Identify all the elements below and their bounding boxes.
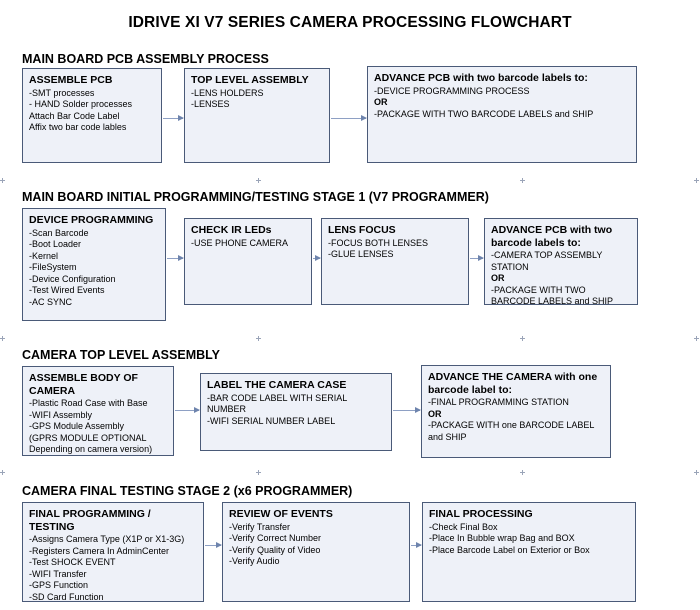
box-line: -WIFI SERIAL NUMBER LABEL — [207, 415, 336, 426]
arrow-connector — [470, 258, 483, 259]
box-line: -LENSES — [191, 99, 230, 110]
box-title: LENS FOCUS — [328, 224, 396, 236]
box-title: TOP LEVEL ASSEMBLY — [191, 74, 309, 86]
page-title: IDRIVE XI V7 SERIES CAMERA PROCESSING FLOWCHART — [128, 14, 572, 31]
box-line: -SMT processes — [29, 87, 95, 98]
process-box-final-processing[interactable] — [422, 502, 636, 602]
arrow-connector — [331, 118, 366, 119]
box-line: -Scan Barcode — [29, 227, 89, 238]
process-box-advance-pcb-2[interactable] — [484, 218, 638, 305]
box-line: -Kernel — [29, 250, 59, 261]
registration-tick — [0, 178, 5, 183]
box-line: OR — [374, 97, 388, 108]
registration-tick — [0, 470, 5, 475]
box-line: -FileSystem — [29, 262, 77, 273]
box-line: Depending on camera version) — [29, 444, 153, 455]
section-heading-2: MAIN BOARD INITIAL PROGRAMMING/TESTING STAGE 1 (V7 PROGRAMMER) — [22, 190, 489, 204]
section-heading-4: CAMERA FINAL TESTING STAGE 2 (x6 PROGRAMMER) — [22, 484, 353, 498]
box-line: -CAMERA TOP ASSEMBLY STATION — [491, 250, 603, 272]
box-line: -SD Card Function — [29, 591, 104, 602]
process-box-device-programming[interactable] — [22, 208, 166, 321]
arrow-connector — [175, 410, 199, 411]
registration-tick — [256, 178, 261, 183]
process-box-advance-camera[interactable] — [421, 365, 611, 458]
box-line: -GPS Module Assembly — [29, 421, 125, 432]
box-line: -PACKAGE WITH TWO BARCODE LABELS and SHIP — [374, 108, 594, 119]
box-title: DEVICE PROGRAMMING — [29, 214, 154, 226]
process-box-advance-pcb-1[interactable] — [367, 66, 637, 163]
arrow-connector — [205, 545, 221, 546]
registration-tick — [520, 178, 525, 183]
registration-tick — [694, 178, 699, 183]
box-line: -PACKAGE WITH one BARCODE LABEL and SHIP — [428, 420, 595, 442]
box-line: -WIFI Assembly — [29, 409, 93, 420]
box-line: - HAND Solder processes — [29, 99, 133, 110]
box-line: Affix two bar code lables — [29, 122, 127, 133]
box-line: OR — [491, 273, 505, 284]
box-title: FINAL PROGRAMMING / TESTING — [29, 508, 151, 533]
box-line: -Verify Audio — [229, 556, 280, 567]
box-title: FINAL PROCESSING — [429, 508, 533, 520]
arrow-connector — [393, 410, 420, 411]
process-box-label-camera-case[interactable] — [200, 373, 392, 451]
box-line: OR — [428, 408, 442, 419]
box-line: -Device Configuration — [29, 273, 116, 284]
process-box-review-of-events[interactable] — [222, 502, 410, 602]
process-box-assemble-body[interactable] — [22, 366, 174, 456]
box-line: -Verify Correct Number — [229, 533, 322, 544]
box-line: -Check Final Box — [429, 521, 498, 532]
process-box-assemble-pcb[interactable] — [22, 68, 162, 163]
registration-tick — [520, 336, 525, 341]
arrow-connector — [313, 258, 320, 259]
box-title: CHECK IR LEDs — [191, 224, 272, 236]
box-line: Attach Bar Code Label — [29, 110, 120, 121]
box-title: ADVANCE PCB with two barcode labels to: — [491, 224, 613, 249]
box-line: -DEVICE PROGRAMMING PROCESS — [374, 85, 530, 96]
section-heading-1: MAIN BOARD PCB ASSEMBLY PROCESS — [22, 52, 269, 66]
box-line: -FINAL PROGRAMMING STATION — [428, 397, 569, 407]
arrow-connector — [411, 545, 421, 546]
registration-tick — [694, 470, 699, 475]
box-line: -Registers Camera In AdminCenter — [29, 545, 170, 556]
box-title: LABEL THE CAMERA CASE — [207, 379, 347, 391]
box-line: -Test SHOCK EVENT — [29, 557, 116, 568]
section-heading-3: CAMERA TOP LEVEL ASSEMBLY — [22, 348, 220, 362]
process-box-check-ir-leds[interactable] — [184, 218, 312, 305]
registration-tick — [0, 336, 5, 341]
box-line: -GLUE LENSES — [328, 249, 394, 260]
registration-tick — [256, 470, 261, 475]
box-title: ASSEMBLE BODY OF CAMERA — [29, 372, 138, 397]
box-line: -Verify Transfer — [229, 521, 291, 532]
box-line: -Place In Bubble wrap Bag and BOX — [429, 533, 575, 544]
box-title: ASSEMBLE PCB — [29, 74, 113, 86]
box-line: -Verify Quality of Video — [229, 544, 321, 555]
box-line: -LENS HOLDERS — [191, 87, 264, 98]
box-title: ADVANCE PCB with two barcode labels to: — [374, 72, 588, 84]
box-line: -PACKAGE WITH TWO BARCODE LABELS and SHIP — [491, 284, 614, 305]
process-box-top-level-assembly[interactable] — [184, 68, 330, 163]
box-line: -WIFI Transfer — [29, 568, 87, 579]
box-line: -USE PHONE CAMERA — [191, 237, 289, 248]
box-line: -AC SYNC — [29, 297, 73, 308]
box-line: -FOCUS BOTH LENSES — [328, 237, 429, 248]
arrow-connector — [167, 258, 183, 259]
box-line: -Test Wired Events — [29, 285, 105, 296]
box-line: -Boot Loader — [29, 239, 82, 250]
registration-tick — [520, 470, 525, 475]
arrow-connector — [163, 118, 183, 119]
process-box-final-programming[interactable] — [22, 502, 204, 602]
box-line: (GPRS MODULE OPTIONAL — [29, 432, 147, 443]
box-title: REVIEW OF EVENTS — [229, 508, 333, 520]
process-box-lens-focus[interactable] — [321, 218, 469, 305]
registration-tick — [256, 336, 261, 341]
box-line: -Assigns Camera Type (X1P or X1-3G) — [29, 534, 185, 544]
registration-tick — [694, 336, 699, 341]
box-title: ADVANCE THE CAMERA with one barcode label to: — [428, 371, 598, 396]
box-line: -BAR CODE LABEL WITH SERIAL NUMBER — [207, 392, 347, 415]
box-line: -Plastic Road Case with Base — [29, 398, 148, 408]
box-line: -Place Barcode Label on Exterior or Box — [429, 544, 590, 555]
box-line: -GPS Function — [29, 580, 89, 591]
